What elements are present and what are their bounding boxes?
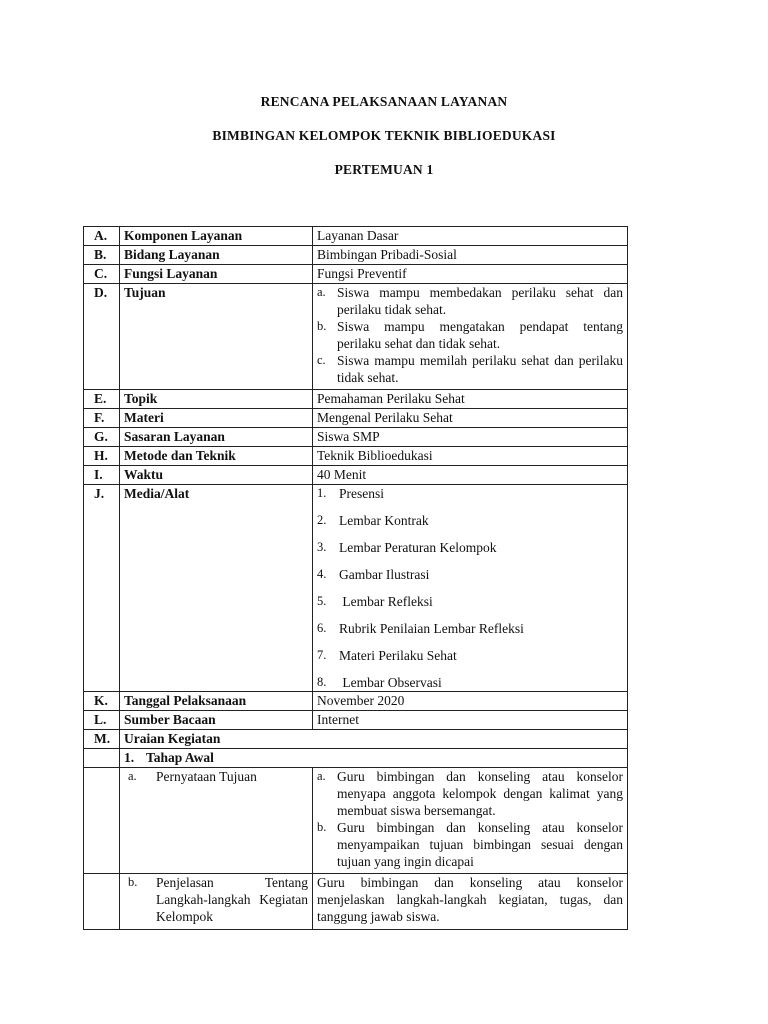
list-text: Siswa mampu mengatakan pendapat tentang perilaku sehat dan tidak sehat. <box>337 319 623 351</box>
row-sumber <box>84 711 628 730</box>
list-marker: 3. <box>317 540 327 554</box>
row-fungsi <box>84 265 628 284</box>
list-item <box>317 318 623 352</box>
row-code: E. <box>84 390 120 409</box>
row-materi <box>84 409 628 428</box>
row-label: Sasaran Layanan <box>120 428 313 447</box>
row-label: Materi <box>120 409 313 428</box>
list-text: Lembar Kontrak <box>339 513 429 528</box>
row-tahap-awal <box>84 749 628 768</box>
list-item <box>317 819 623 870</box>
row-tanggal <box>84 692 628 711</box>
list-item <box>317 566 623 583</box>
row-label: Waktu <box>120 466 313 485</box>
document-title: RENCANA PELAKSANAAN LAYANAN <box>260 94 508 109</box>
activity-marker: a. <box>128 769 137 783</box>
row-code: L. <box>84 711 120 730</box>
list-item <box>317 674 623 691</box>
list-marker: 4. <box>317 567 327 581</box>
row-value: Teknik Biblioedukasi <box>313 447 628 466</box>
list-item <box>317 485 623 502</box>
row-label: Topik <box>120 390 313 409</box>
row-code: K. <box>84 692 120 711</box>
row-metode <box>84 447 628 466</box>
row-value: Internet <box>313 711 628 730</box>
activity-label <box>120 874 313 930</box>
row-penjelasan-langkah <box>84 874 628 930</box>
list-text: Guru bimbingan dan konseling atau konselor menyapa anggota kelompok dengan kalimat yang membuat siswa bersemangat. <box>337 769 623 818</box>
list-text: Materi Perilaku Sehat <box>339 648 457 663</box>
list-item <box>317 539 623 556</box>
activity-label <box>120 768 313 874</box>
list-marker: c. <box>317 353 326 367</box>
row-value: November 2020 <box>313 692 628 711</box>
row-label: Komponen Layanan <box>120 227 313 246</box>
list-marker: 5. <box>317 594 327 608</box>
row-label: Tujuan <box>120 284 313 390</box>
row-value <box>313 485 628 692</box>
list-marker: 8. <box>317 675 327 689</box>
list-text: Lembar Refleksi <box>339 594 433 609</box>
list-marker: a. <box>317 285 326 299</box>
plan-table <box>83 226 628 930</box>
list-text: Rubrik Penilaian Lembar Refleksi <box>339 621 524 636</box>
list-marker: a. <box>317 769 326 783</box>
list-text: Presensi <box>339 486 384 501</box>
list-marker: 1. <box>317 486 327 500</box>
list-text: Siswa mampu membedakan perilaku sehat dan perilaku tidak sehat. <box>337 285 623 317</box>
list-item <box>317 768 623 819</box>
list-item <box>317 352 623 386</box>
list-item <box>317 593 623 610</box>
row-value: Layanan Dasar <box>313 227 628 246</box>
list-text: Guru bimbingan dan konseling atau konselor menyampaikan tujuan bimbingan sesuai dengan tujuan yang ingin dicapai <box>337 820 623 869</box>
row-value: Mengenal Perilaku Sehat <box>313 409 628 428</box>
activity-detail: Guru bimbingan dan konseling atau konselor menjelaskan langkah-langkah kegiatan, tugas, dan tanggung jawab siswa. <box>313 874 628 930</box>
row-value: Bimbingan Pribadi-Sosial <box>313 246 628 265</box>
list-text: Lembar Observasi <box>339 675 442 690</box>
list-marker: 6. <box>317 621 327 635</box>
row-code: I. <box>84 466 120 485</box>
list-marker: 2. <box>317 513 327 527</box>
row-code: M. <box>84 730 120 749</box>
activity-detail <box>313 768 628 874</box>
list-text: Lembar Peraturan Kelompok <box>339 540 497 555</box>
row-code: B. <box>84 246 120 265</box>
stage-text: Tahap Awal <box>146 750 214 765</box>
stage-marker: 1. <box>124 750 135 765</box>
document-subtitle: BIMBINGAN KELOMPOK TEKNIK BIBLIOEDUKASI <box>212 128 556 143</box>
list-text: Siswa mampu memilah perilaku sehat dan perilaku tidak sehat. <box>337 353 623 385</box>
row-code: F. <box>84 409 120 428</box>
row-code: C. <box>84 265 120 284</box>
list-marker: b. <box>317 820 327 834</box>
empty-cell <box>84 768 120 874</box>
row-value: 40 Menit <box>313 466 628 485</box>
row-code: G. <box>84 428 120 447</box>
list-text: Gambar Ilustrasi <box>339 567 430 582</box>
row-waktu <box>84 466 628 485</box>
row-media <box>84 485 628 692</box>
row-code: H. <box>84 447 120 466</box>
activity-heading <box>124 874 308 925</box>
activity-marker: b. <box>128 875 138 889</box>
row-label: Tanggal Pelaksanaan <box>120 692 313 711</box>
list-item <box>317 647 623 664</box>
row-bidang <box>84 246 628 265</box>
row-komponen <box>84 227 628 246</box>
row-pernyataan-tujuan <box>84 768 628 874</box>
activity-heading <box>124 768 308 785</box>
row-label: Sumber Bacaan <box>120 711 313 730</box>
row-topik <box>84 390 628 409</box>
row-label: Media/Alat <box>120 485 313 692</box>
row-label: Metode dan Teknik <box>120 447 313 466</box>
activity-text: Pernyataan Tujuan <box>156 769 257 784</box>
row-label: Bidang Layanan <box>120 246 313 265</box>
row-label: Fungsi Layanan <box>120 265 313 284</box>
list-item <box>317 512 623 529</box>
activity-text: Penjelasan Tentang Langkah-langkah Kegiatan Kelompok <box>156 875 308 924</box>
row-value <box>313 284 628 390</box>
meeting-title: PERTEMUAN 1 <box>334 162 434 177</box>
stage-heading <box>124 749 623 766</box>
row-label: Uraian Kegiatan <box>120 730 628 749</box>
list-marker: 7. <box>317 648 327 662</box>
row-value: Siswa SMP <box>313 428 628 447</box>
list-marker: b. <box>317 319 327 333</box>
list-item <box>317 284 623 318</box>
row-tujuan <box>84 284 628 390</box>
row-code: D. <box>84 284 120 390</box>
list-item <box>317 620 623 637</box>
row-sasaran <box>84 428 628 447</box>
empty-cell <box>84 874 120 930</box>
row-code: A. <box>84 227 120 246</box>
row-value: Pemahaman Perilaku Sehat <box>313 390 628 409</box>
empty-cell <box>84 749 120 768</box>
stage-label <box>120 749 628 768</box>
row-uraian <box>84 730 628 749</box>
row-code: J. <box>84 485 120 692</box>
row-value: Fungsi Preventif <box>313 265 628 284</box>
